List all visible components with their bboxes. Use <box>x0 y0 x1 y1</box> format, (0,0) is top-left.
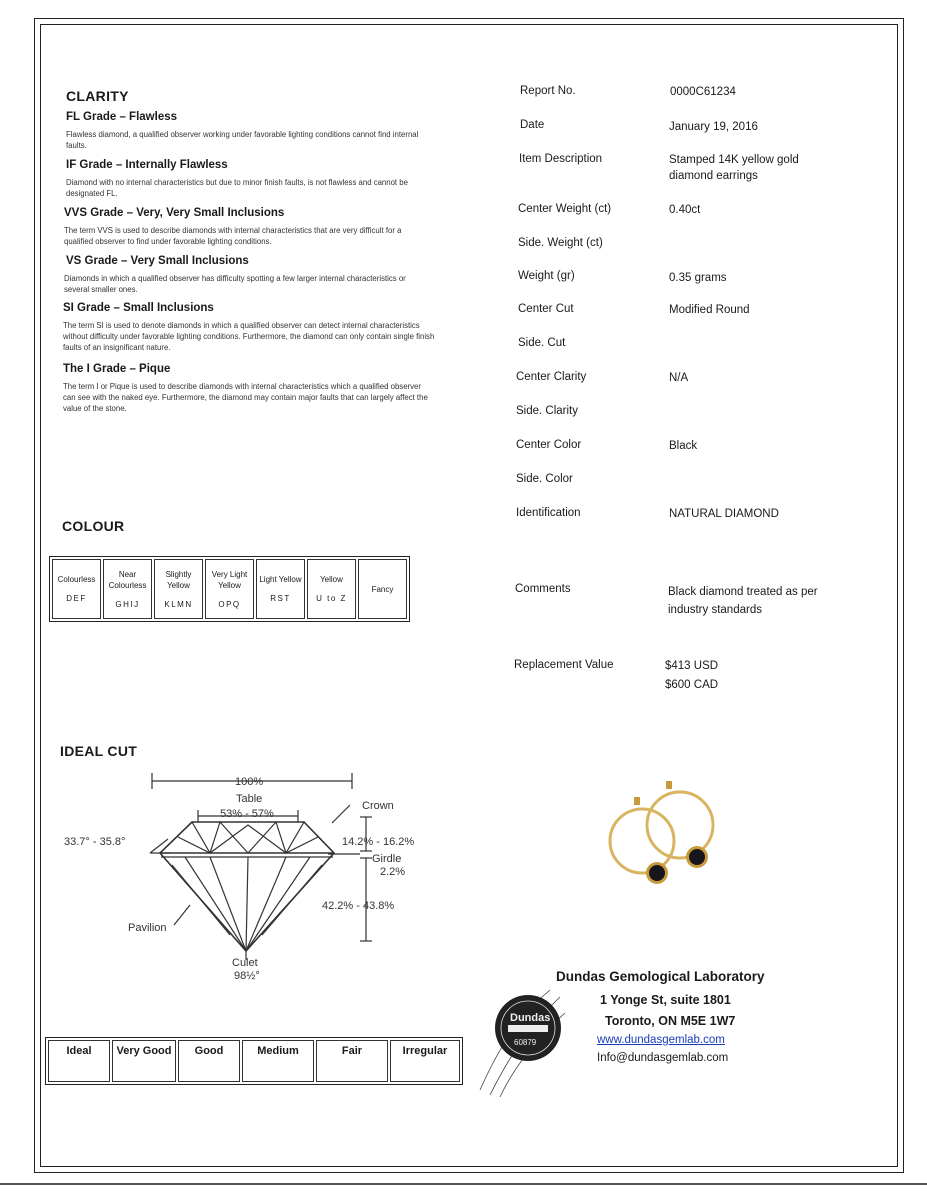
identification-label: Identification <box>516 507 581 519</box>
cut-cell: Medium <box>242 1040 314 1082</box>
side-weight-label: Side. Weight (ct) <box>518 237 603 249</box>
lab-address2: Toronto, ON M5E 1W7 <box>605 1014 736 1028</box>
label-crown: Crown <box>362 800 394 812</box>
grade-i-title: The I Grade – Pique <box>63 363 171 375</box>
grade-vs-title: VS Grade – Very Small Inclusions <box>66 255 249 267</box>
center-color-label: Center Color <box>516 439 582 451</box>
label-girdle-value: 2.2% <box>380 866 406 878</box>
label-girdle: Girdle <box>372 853 402 865</box>
weight-gr-label: Weight (gr) <box>518 270 575 282</box>
center-cut-value: Modified Round <box>669 304 750 316</box>
cut-cell: Fair <box>316 1040 388 1082</box>
cut-cell: Very Good <box>112 1040 176 1082</box>
lab-email: Info@dundasgemlab.com <box>597 1052 729 1064</box>
label-pavilion-depth: 42.2% - 43.8% <box>322 900 395 912</box>
item-description-label: Item Description <box>519 153 603 165</box>
report-no-value: 0000C61234 <box>670 86 736 98</box>
date-value: January 19, 2016 <box>669 121 758 133</box>
grade-si-desc: The term SI is used to denote diamonds in which a qualified observer can detect internal characteristics without difficulty under favorable lighting conditions. Furthermore, the diamond can only contain single finish faults of an insignificant nature. <box>63 321 435 352</box>
label-culet-angle: 98½° <box>234 970 260 982</box>
center-weight-label: Center Weight (ct) <box>518 203 612 215</box>
grade-si-title: SI Grade – Small Inclusions <box>63 302 214 314</box>
comments-value: Black diamond treated as per industry standards <box>668 586 818 616</box>
ideal-cut-title: IDEAL CUT <box>60 743 138 759</box>
center-color-value: Black <box>669 440 698 452</box>
label-width: 100% <box>235 776 264 788</box>
grade-vs-desc: Diamonds in which a qualified observer has difficulty spotting a few larger internal characteristics or several smaller ones. <box>64 274 406 294</box>
item-description-value: Stamped 14K yellow gold diamond earrings <box>669 154 799 182</box>
colour-cell: Fancy <box>358 559 407 619</box>
page-edge-line <box>0 1183 927 1185</box>
grade-if-title: IF Grade – Internally Flawless <box>66 159 228 171</box>
grade-vvs-title: VVS Grade – Very, Very Small Inclusions <box>64 207 285 219</box>
comments-label: Comments <box>515 583 571 595</box>
lab-name: Dundas Gemological Laboratory <box>556 969 765 984</box>
label-culet: Culet <box>232 957 258 969</box>
colour-cell: Very Light Yellow OPQ <box>205 559 254 619</box>
seal-number: 60879 <box>514 1038 537 1047</box>
colour-cell: Colourless DEF <box>52 559 101 619</box>
colour-cell: Yellow U to Z <box>307 559 356 619</box>
earrings-photo <box>600 775 730 905</box>
colour-title: COLOUR <box>62 518 125 534</box>
ideal-cut-diagram <box>60 765 430 985</box>
clarity-title: CLARITY <box>66 88 129 104</box>
lab-seal <box>470 985 580 1105</box>
side-cut-label: Side. Cut <box>518 337 566 349</box>
replacement-value-label: Replacement Value <box>514 659 614 671</box>
cut-cell: Irregular <box>390 1040 460 1082</box>
date-label: Date <box>520 119 545 131</box>
lab-address1: 1 Yonge St, suite 1801 <box>600 993 731 1007</box>
cut-grade-table <box>45 1037 463 1085</box>
center-cut-label: Center Cut <box>518 303 574 315</box>
center-clarity-value: N/A <box>669 372 689 384</box>
grade-fl-title: FL Grade – Flawless <box>66 111 178 123</box>
label-table-range: 53% - 57% <box>220 808 274 820</box>
colour-cell: Slightly Yellow KLMN <box>154 559 203 619</box>
grade-vvs-desc: The term VVS is used to describe diamonds with internal characteristics that are very difficult for a qualified observer to find under favorable lighting conditions. <box>64 226 402 246</box>
report-no-label: Report No. <box>520 85 576 97</box>
grade-i-desc: The term I or Pique is used to describe diamonds with internal characteristics which a qualified observer can see with the naked eye. Furthermore, the diamond may contain major faults that can largely affect the value of the stone. <box>63 382 428 413</box>
colour-cell: Near Colourless GHIJ <box>103 559 152 619</box>
side-color-label: Side. Color <box>516 473 573 485</box>
colour-cell: Light Yellow RST <box>256 559 305 619</box>
replacement-value-usd: $413 USD <box>665 660 719 672</box>
grade-if-desc: Diamond with no internal characteristics but due to minor finish faults, is not flawless and cannot be designated FL. <box>66 178 408 198</box>
center-weight-value: 0.40ct <box>669 204 701 216</box>
label-crown-height: 14.2% - 16.2% <box>342 836 415 848</box>
label-table: Table <box>236 793 263 805</box>
side-clarity-label: Side. Clarity <box>516 405 578 417</box>
grade-fl-desc: Flawless diamond, a qualified observer working under favorable lighting conditions cannot find internal faults. <box>66 130 419 150</box>
weight-gr-value: 0.35 grams <box>669 272 727 284</box>
label-crown-angle: 33.7° - 35.8° <box>64 836 126 848</box>
center-clarity-label: Center Clarity <box>516 371 587 383</box>
label-pavilion: Pavilion <box>128 922 167 934</box>
seal-name: Dundas <box>510 1012 551 1024</box>
replacement-value-cad: $600 CAD <box>665 679 719 691</box>
lab-website-link[interactable]: www.dundasgemlab.com <box>597 1034 725 1046</box>
cut-cell: Good <box>178 1040 240 1082</box>
colour-scale-table <box>49 556 410 622</box>
identification-value: NATURAL DIAMOND <box>669 508 779 520</box>
cut-cell: Ideal <box>48 1040 110 1082</box>
